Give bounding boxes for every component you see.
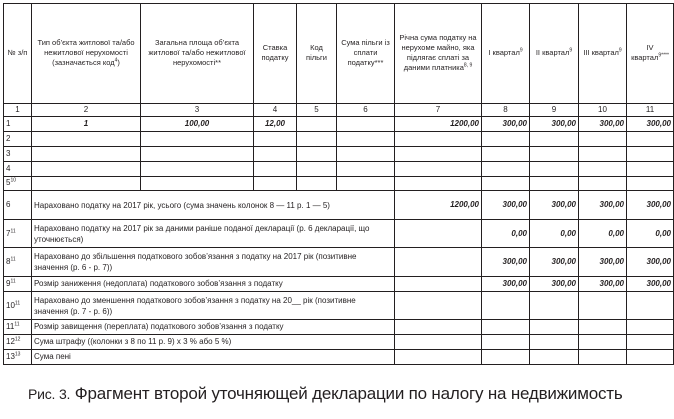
figure-caption <box>28 384 623 404</box>
summary-label: Нараховано податку на 2017 рік, усього (сума значень колонок 8 — 11 р. 1 — 5) <box>32 191 395 220</box>
annual-sum-cell <box>395 277 482 292</box>
benefit-code-cell <box>297 117 337 132</box>
q3-cell: 300,00 <box>579 277 627 292</box>
summary-label: Розмір завищення (переплата) податкового зобов’язання з податку <box>32 320 395 335</box>
col-number: 3 <box>141 103 254 117</box>
summary-row <box>4 219 674 248</box>
summary-row <box>4 291 674 320</box>
header-benefit-sum: Сума пільги із сплати податку*** <box>337 4 395 104</box>
col-number: 9 <box>530 103 579 117</box>
row-number: $10^{11}$ <box>4 291 32 320</box>
area-cell: 100,00 <box>141 117 254 132</box>
column-number-row <box>4 103 674 117</box>
summary-row <box>4 191 674 220</box>
row-number: 4 <box>4 161 32 176</box>
q3-cell: 300,00 <box>579 117 627 132</box>
header-annual-sum: Річна сума податку на нерухоме майно, яка підлягає сплаті за даними платника$^{8, 9}$ <box>395 4 482 104</box>
q4-cell: 300,00 <box>627 117 674 132</box>
summary-row <box>4 335 674 350</box>
q1-cell: 300,00 <box>482 191 530 220</box>
table-row <box>4 146 674 161</box>
col-number: 10 <box>579 103 627 117</box>
row-number: 2 <box>4 132 32 147</box>
header-q3: III квартал$^9$ <box>579 4 627 104</box>
summary-row <box>4 277 674 292</box>
row-number: $8^{11}$ <box>4 248 32 277</box>
q2-cell: 300,00 <box>530 248 579 277</box>
q3-cell: 0,00 <box>579 219 627 248</box>
row-number: $11^{11}$ <box>4 320 32 335</box>
summary-label: Сума пені <box>32 350 395 365</box>
col-number: 7 <box>395 103 482 117</box>
benefit-sum-cell <box>337 117 395 132</box>
q1-cell: 300,00 <box>482 248 530 277</box>
summary-row <box>4 350 674 365</box>
row-number: 6 <box>4 191 32 220</box>
row-number: 1 <box>4 117 32 132</box>
row-number: $12^{12}$ <box>4 335 32 350</box>
summary-label: Розмір заниження (недоплата) податкового зобов’язання з податку <box>32 277 395 292</box>
col-number: 1 <box>4 103 32 117</box>
table-row <box>4 176 674 191</box>
annual-sum-cell: 1200,00 <box>395 117 482 132</box>
q3-cell: 300,00 <box>579 191 627 220</box>
row-number: $5^{10}$ <box>4 176 32 191</box>
col-number: 11 <box>627 103 674 117</box>
row-number: $7^{11}$ <box>4 219 32 248</box>
col-number: 4 <box>254 103 297 117</box>
q1-cell: 0,00 <box>482 219 530 248</box>
q4-cell: 300,00 <box>627 248 674 277</box>
caption-prefix: Рис. 3. <box>28 386 71 402</box>
header-area: Загальна площа об’єкта житлової та/або нежитлової нерухомості** <box>141 4 254 104</box>
summary-label: Нараховано податку на 2017 рік за даними раніше поданої декларації (р. 6 декларації, що уточнюється) <box>32 219 395 248</box>
header-object-type: Тип об’єкта житлової та/або нежитлової нерухомості (зазначається код$^4$) <box>32 4 141 104</box>
header-benefit-code: Код пільги <box>297 4 337 104</box>
table-row <box>4 161 674 176</box>
q4-cell: 300,00 <box>627 277 674 292</box>
caption-text: Фрагмент второй уточняющей декларации по налогу на недвижимость <box>70 384 623 403</box>
row-number: 3 <box>4 146 32 161</box>
q1-cell: 300,00 <box>482 117 530 132</box>
q4-cell: 0,00 <box>627 219 674 248</box>
summary-row <box>4 320 674 335</box>
q4-cell: 300,00 <box>627 191 674 220</box>
header-row <box>4 4 674 104</box>
table-row <box>4 132 674 147</box>
header-rate: Ставка податку <box>254 4 297 104</box>
q2-cell: 0,00 <box>530 219 579 248</box>
rate-cell: 12,00 <box>254 117 297 132</box>
row-number: $9^{11}$ <box>4 277 32 292</box>
header-q1: I квартал$^9$ <box>482 4 530 104</box>
declaration-table <box>3 3 674 365</box>
annual-sum-cell <box>395 248 482 277</box>
annual-sum-cell <box>395 219 482 248</box>
q2-cell: 300,00 <box>530 117 579 132</box>
header-q2: II квартал$^9$ <box>530 4 579 104</box>
col-number: 6 <box>337 103 395 117</box>
summary-label: Нараховано до зменшення податкового зобов’язання з податку на 20__ рік (позитивне значення (р. 7 - р. 6)) <box>32 291 395 320</box>
summary-row <box>4 248 674 277</box>
row-number: $13^{13}$ <box>4 350 32 365</box>
object-type-cell: 1 <box>32 117 141 132</box>
annual-sum-cell: 1200,00 <box>395 191 482 220</box>
col-number: 5 <box>297 103 337 117</box>
table-row <box>4 117 674 132</box>
q2-cell: 300,00 <box>530 191 579 220</box>
summary-label: Сума штрафу ((колонки з 8 по 11 р. 9) х 3 % або 5 %) <box>32 335 395 350</box>
q1-cell: 300,00 <box>482 277 530 292</box>
col-number: 2 <box>32 103 141 117</box>
col-number: 8 <box>482 103 530 117</box>
q2-cell: 300,00 <box>530 277 579 292</box>
q3-cell: 300,00 <box>579 248 627 277</box>
header-num: № з/п <box>4 4 32 104</box>
summary-label: Нараховано до збільшення податкового зобов’язання з податку на 2017 рік (позитивне значення (р. 6 - р. 7)) <box>32 248 395 277</box>
header-q4: IV квартал$^{9****}$ <box>627 4 674 104</box>
